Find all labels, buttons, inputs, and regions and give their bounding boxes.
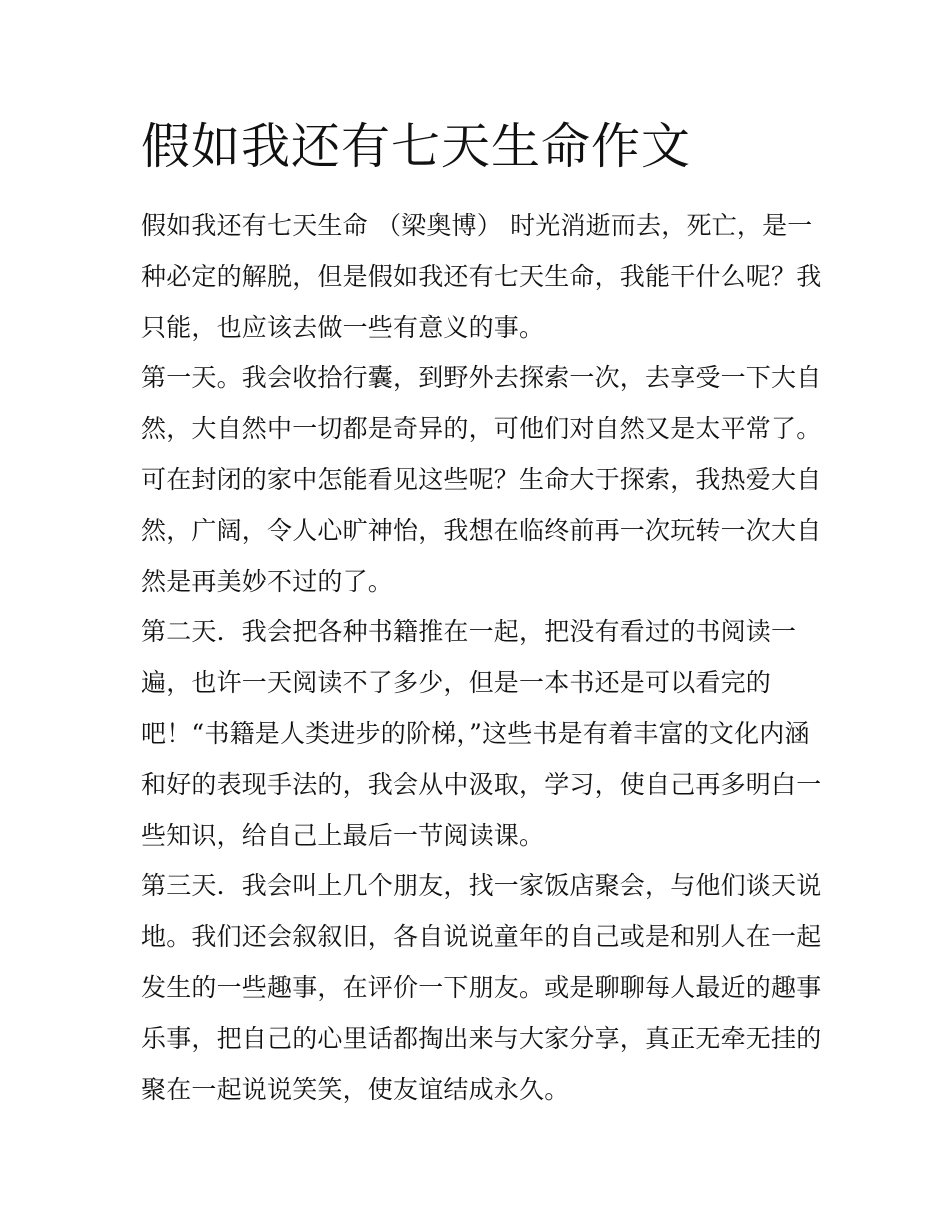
text-line: 种必定的解脱，但是假如我还有七天生命，我能干什么呢？我 <box>141 261 822 291</box>
text-line: 聚在一起说说笑笑，使友谊结成永久。 <box>141 1074 570 1104</box>
text-line: 只能，也应该去做一些有意义的事。 <box>141 312 545 342</box>
text-line: 然，广阔，令人心旷神怡，我想在临终前再一次玩转一次大自 <box>141 515 822 545</box>
document-page <box>141 112 822 1115</box>
text-line: 和好的表现手法的，我会从中汲取，学习，使自己再多明白一 <box>141 769 822 799</box>
text-line: 然是再美妙不过的了。 <box>141 566 394 596</box>
text-line: 发生的一些趣事，在评价一下朋友。或是聊聊每人最近的趣事 <box>141 972 822 1002</box>
text-line: 然，大自然中一切都是奇异的，可他们对自然又是太平常了。 <box>141 414 822 444</box>
text-line: 地。我们还会叙叙旧，各自说说童年的自己或是和别人在一起 <box>141 922 822 952</box>
document-body <box>141 201 822 1115</box>
text-line: 第三天．我会叫上几个朋友，找一家饭店聚会，与他们谈天说 <box>141 871 822 901</box>
text-line: 些知识，给自己上最后一节阅读课。 <box>141 820 545 850</box>
document-title: 假如我还有七天生命作文 <box>141 118 692 175</box>
text-line: 遍，也许一天阅读不了多少，但是一本书还是可以看完的 <box>141 668 772 698</box>
text-line: 吧！“书籍是人类进步的阶梯，”这些书是有着丰富的文化内涵 <box>141 718 810 748</box>
text-line: 可在封闭的家中怎能看见这些呢？生命大于探索，我热爱大自 <box>141 464 822 494</box>
text-line: 假如我还有七天生命 （梁奥博） 时光消逝而去，死亡，是一 <box>141 211 813 240</box>
text-line: 第二天．我会把各种书籍推在一起，把没有看过的书阅读一 <box>141 617 797 647</box>
text-line: 第一天。我会收拾行囊，到野外去探索一次，去享受一下大自 <box>141 363 822 393</box>
text-line: 乐事，把自己的心里话都掏出来与大家分享，真正无牵无挂的 <box>141 1023 822 1053</box>
